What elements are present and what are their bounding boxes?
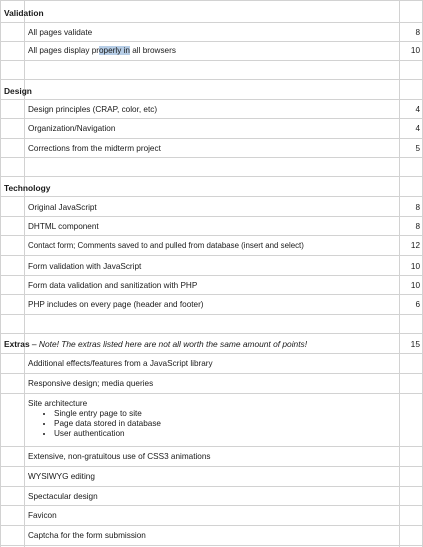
bullet-list	[28, 409, 161, 439]
row-points: 6	[415, 300, 420, 309]
section-technology	[0, 177, 423, 197]
row-points: 12	[410, 241, 420, 250]
table-row	[0, 506, 423, 526]
section-title: Design	[4, 86, 32, 96]
row-points: 8	[415, 28, 420, 37]
table-row	[0, 23, 423, 42]
row-label: Form data validation and sanitization with PHP	[28, 281, 198, 290]
text-selection-highlight: operly in	[99, 46, 130, 55]
table-row	[0, 394, 423, 447]
section-title: Technology	[4, 183, 51, 193]
row-points: 10	[410, 46, 420, 55]
row-label: PHP includes on every page (header and footer)	[28, 300, 204, 309]
table-row	[0, 197, 423, 217]
section-extras	[0, 334, 423, 354]
row-label: Organization/Navigation	[28, 124, 116, 133]
row-label: All pages validate	[28, 28, 93, 37]
row-points: 10	[410, 262, 420, 271]
section-design	[0, 80, 423, 100]
extras-note: Note! The extras listed here are not all worth the same amount of points!	[38, 339, 308, 349]
table-row	[0, 276, 423, 295]
row-label: Original JavaScript	[28, 203, 97, 212]
section-title: Validation	[4, 8, 44, 18]
list-item: • Page data stored in database	[54, 419, 161, 429]
row-label: DHTML component	[28, 222, 99, 231]
row-points: 5	[415, 144, 420, 153]
row-label: Contact form; Comments saved to and pulled from database (insert and select)	[28, 241, 304, 250]
section-validation	[0, 0, 423, 23]
row-points: 15	[410, 339, 420, 349]
spacer-row	[0, 315, 423, 334]
table-row	[0, 354, 423, 374]
row-label: Captcha for the form submission	[28, 531, 146, 540]
spacer-row	[0, 158, 423, 177]
row-label: Favicon	[28, 511, 57, 520]
table-row	[0, 100, 423, 119]
row-label: Site architecture • Single entry page to site • Page data stored in database • User authentication	[28, 399, 161, 439]
row-label: Corrections from the midterm project	[28, 144, 161, 153]
table-row	[0, 487, 423, 506]
row-points: 4	[415, 124, 420, 133]
table-row	[0, 467, 423, 487]
table-row	[0, 295, 423, 315]
row-label: Design principles (CRAP, color, etc)	[28, 105, 158, 114]
table-row	[0, 526, 423, 546]
row-points: 8	[415, 222, 420, 231]
row-points: 4	[415, 105, 420, 114]
row-label: Additional effects/features from a JavaScript library	[28, 359, 213, 368]
row-label: WYSIWYG editing	[28, 472, 95, 481]
list-item: • User authentication	[54, 429, 161, 439]
row-label: Extensive, non-gratuitous use of CSS3 animations	[28, 452, 211, 461]
table-row	[0, 256, 423, 276]
row-label: Responsive design; media queries	[28, 379, 154, 388]
table-row	[0, 236, 423, 256]
table-row	[0, 447, 423, 467]
row-points: 8	[415, 203, 420, 212]
spacer-row	[0, 61, 423, 80]
row-label: All pages display properly in all browsers	[28, 46, 176, 55]
table-row	[0, 217, 423, 236]
row-label: Form validation with JavaScript	[28, 262, 142, 271]
table-row	[0, 374, 423, 394]
table-row	[0, 119, 423, 139]
row-label: Spectacular design	[28, 492, 98, 501]
table-row	[0, 42, 423, 61]
table-row	[0, 139, 423, 158]
list-item: • Single entry page to site	[54, 409, 161, 419]
section-title: Extras – Note! The extras listed here are not all worth the same amount of points!	[4, 339, 308, 349]
row-points: 10	[410, 281, 420, 290]
